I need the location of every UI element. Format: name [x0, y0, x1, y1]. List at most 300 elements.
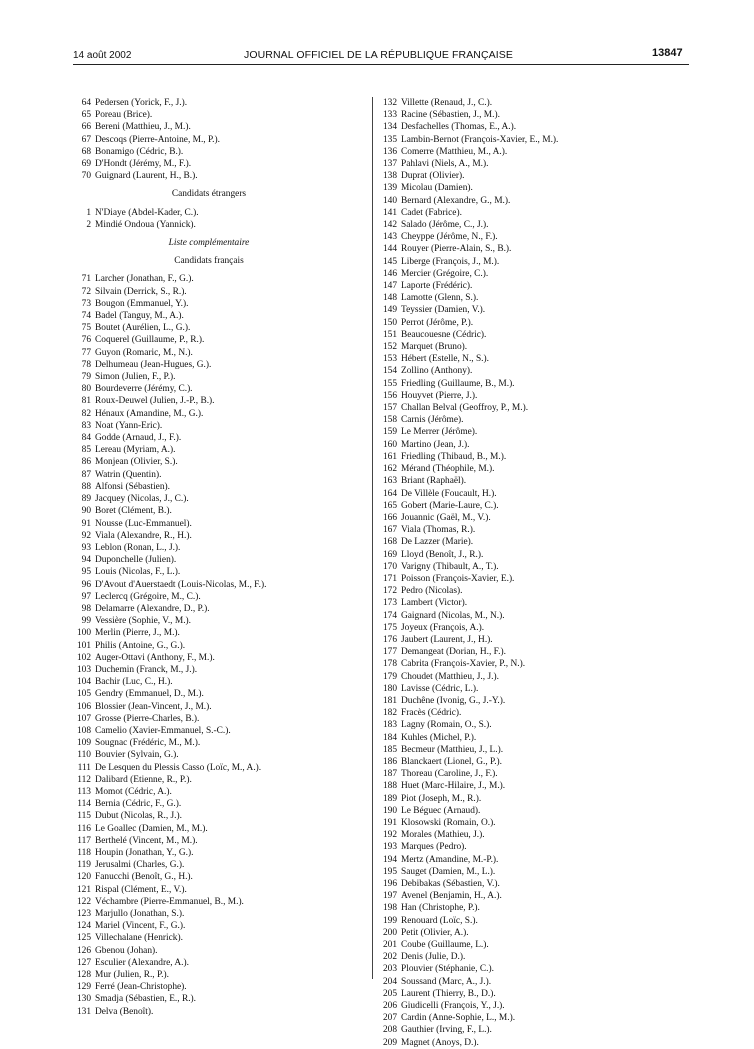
entry-number: 98: [81, 603, 91, 614]
entry-number: 135: [382, 134, 397, 145]
entry-number: 192: [382, 830, 397, 841]
entry-name: Huet (Marc-Hilaire, J., M.).: [401, 781, 506, 792]
entry-name: Poreau (Brice).: [95, 110, 153, 121]
entry-number: 110: [77, 750, 91, 761]
entry-name: Martino (Jean, J.).: [401, 439, 470, 450]
entry-number: 164: [382, 488, 397, 499]
entry-number: 149: [382, 305, 397, 316]
entry-number: 106: [76, 701, 91, 712]
entry-name: Gendry (Emmanuel, D., M.).: [95, 689, 204, 700]
entry-number: 95: [81, 567, 91, 578]
entry-name: Jacquey (Nicolas, J., C.).: [95, 494, 189, 505]
entry-number: 161: [382, 451, 397, 462]
list-item: [74, 273, 369, 285]
list-item: [380, 414, 690, 426]
entry-name: Carnis (Jérôme).: [401, 415, 464, 426]
entry-name: De Villèle (Foucault, H.).: [401, 488, 497, 499]
list-item: [380, 182, 690, 194]
entry-number: 87: [81, 469, 91, 480]
entry-name: Sauget (Damien, M., L.).: [401, 866, 496, 877]
entry-number: 184: [382, 732, 397, 743]
list-item: [74, 859, 369, 871]
list-item: [74, 158, 369, 170]
entry-number: 145: [382, 256, 397, 267]
list-item: [380, 304, 690, 316]
list-item: [380, 756, 690, 768]
list-item: [380, 963, 690, 975]
entry-number: 103: [76, 664, 91, 675]
list-item: [380, 549, 690, 561]
entry-number: 175: [382, 622, 397, 633]
entry-name: Houpin (Jonathan, Y., G.).: [95, 847, 194, 858]
entry-number: 172: [382, 586, 397, 597]
entry-number: 2: [86, 219, 91, 230]
list-item: [380, 683, 690, 695]
entry-number: 84: [81, 433, 91, 444]
entry-name: Viala (Alexandre, R., H.).: [95, 530, 192, 541]
entry-number: 208: [382, 1025, 397, 1036]
entry-name: Delamarre (Alexandre, D., P.).: [95, 603, 210, 614]
entry-name: Fracès (Cédric).: [401, 708, 462, 719]
list-item: [74, 334, 369, 346]
entry-name: Jerusalmi (Charles, G.).: [95, 860, 185, 871]
list-item: [74, 134, 369, 146]
list-item: [380, 902, 690, 914]
list-item: [380, 817, 690, 829]
entry-number: 199: [382, 915, 397, 926]
entry-name: Bernia (Cédric, F., G.).: [95, 799, 182, 810]
list-item: [380, 97, 690, 109]
entry-name: Boutet (Aurélien, L., G.).: [95, 323, 191, 334]
entry-name: Klosowski (Romain, O.).: [401, 817, 496, 828]
entry-number: 120: [76, 872, 91, 883]
list-item: [74, 518, 369, 530]
list-item: [74, 676, 369, 688]
list-item: [380, 146, 690, 158]
list-item: [74, 298, 369, 310]
entry-number: 74: [81, 311, 91, 322]
entry-name: Coquerel (Guillaume, P., R.).: [95, 335, 205, 346]
entry-name: Plouvier (Stéphanie, C.).: [401, 964, 494, 975]
entry-name: Godde (Arnaud, J., F.).: [95, 433, 182, 444]
entry-name: Momot (Cédric, A.).: [95, 786, 172, 797]
entry-number: 151: [382, 329, 397, 340]
entry-name: Houyvet (Pierre, J.).: [401, 390, 478, 401]
list-item: [380, 317, 690, 329]
list-item: [380, 915, 690, 927]
entry-number: 113: [77, 786, 91, 797]
entry-name: Teyssier (Damien, V.).: [401, 305, 486, 316]
entry-name: Hénaux (Amandine, M., G.).: [95, 408, 204, 419]
entry-number: 112: [77, 774, 91, 785]
entry-number: 97: [81, 591, 91, 602]
entry-number: 155: [382, 378, 397, 389]
entry-name: Racine (Sébastien, J., M.).: [401, 110, 500, 121]
entry-number: 130: [76, 994, 91, 1005]
list-item: [380, 976, 690, 988]
entry-number: 180: [382, 683, 397, 694]
entry-number: 203: [382, 964, 397, 975]
list-item: [74, 121, 369, 133]
candidate-list-group-3: [74, 273, 369, 1017]
entry-number: 88: [81, 481, 91, 492]
entry-number: 90: [81, 506, 91, 517]
entry-name: Boret (Clément, B.).: [95, 506, 172, 517]
entry-name: Petit (Olivier, A.).: [401, 927, 469, 938]
list-item: [380, 378, 690, 390]
entry-name: Marques (Pedro).: [401, 842, 467, 853]
entry-name: Marjullo (Jonathan, S.).: [95, 909, 185, 919]
entry-name: Avenel (Benjamin, H., A.).: [401, 891, 502, 902]
entry-name: D'Avout d'Auerstaedt (Louis-Nicolas, M., F.).: [95, 579, 267, 590]
list-item: [380, 1000, 690, 1012]
list-item: [380, 280, 690, 292]
entry-name: Descoqs (Pierre-Antoine, M., P.).: [95, 134, 220, 145]
heading-complementary-list: Liste complémentaire: [168, 238, 250, 249]
list-item: [74, 530, 369, 542]
entry-name: Soussand (Marc, A., J.).: [401, 976, 492, 987]
entry-name: Lambert (Victor).: [401, 598, 468, 609]
entry-name: Thoreau (Caroline, J., F.).: [401, 769, 498, 780]
entry-number: 148: [382, 293, 397, 304]
entry-name: Gauthier (Irving, F., L.).: [401, 1025, 492, 1036]
entry-name: Jouannic (Gaël, M., V.).: [401, 512, 491, 523]
entry-name: N'Diaye (Abdel-Kader, C.).: [95, 207, 199, 218]
list-item: [380, 121, 690, 133]
entry-number: 193: [382, 842, 397, 853]
entry-number: 67: [81, 134, 91, 145]
entry-name: Friedling (Thibaud, B., M.).: [401, 451, 507, 462]
entry-number: 118: [77, 847, 91, 858]
list-item: [74, 359, 369, 371]
candidate-list-group-2: [74, 207, 369, 231]
list-item: [74, 762, 369, 774]
list-item: [380, 463, 690, 475]
list-item: [380, 646, 690, 658]
list-item: [380, 158, 690, 170]
entry-number: 91: [81, 518, 91, 529]
list-item: [74, 798, 369, 810]
entry-name: Duchêne (Ivonig, G., J.-Y.).: [401, 695, 506, 706]
list-item: [380, 365, 690, 377]
entry-number: 119: [77, 860, 91, 871]
entry-name: Pedersen (Yorick, F., J.).: [95, 98, 188, 108]
list-item: [74, 749, 369, 761]
entry-number: 190: [382, 805, 397, 816]
list-item: [74, 810, 369, 822]
entry-name: Lambin-Bernot (François-Xavier, E., M.).: [401, 134, 559, 145]
entry-name: Jaubert (Laurent, J., H.).: [401, 634, 493, 645]
entry-number: 205: [382, 988, 397, 999]
entry-number: 85: [81, 445, 91, 456]
entry-name: Cadet (Fabrice).: [401, 207, 462, 218]
list-item: [380, 732, 690, 744]
list-item: [380, 939, 690, 951]
entry-name: Mindié Ondoua (Yannick).: [95, 219, 196, 230]
entry-name: Grosse (Pierre-Charles, B.).: [95, 713, 200, 724]
header-date: 14 août 2002: [73, 50, 132, 61]
list-item: [380, 292, 690, 304]
entry-number: 99: [81, 616, 91, 627]
list-item: [74, 993, 369, 1005]
entry-number: 86: [81, 457, 91, 468]
entry-name: Bouvier (Sylvain, G.).: [95, 750, 179, 761]
entry-name: D'Hondt (Jérémy, M., F.).: [95, 159, 192, 170]
entry-number: 200: [382, 927, 397, 938]
list-item: [74, 542, 369, 554]
entry-number: 202: [382, 952, 397, 963]
entry-number: 124: [76, 921, 91, 932]
entry-name: Denis (Julie, D.).: [401, 952, 466, 963]
entry-number: 117: [77, 835, 91, 846]
entry-name: Mérand (Théophile, M.).: [401, 464, 495, 475]
list-item: [380, 707, 690, 719]
entry-number: 158: [382, 415, 397, 426]
entry-name: Dalibard (Etienne, R., P.).: [95, 774, 192, 785]
list-item: [74, 481, 369, 493]
entry-name: Bonamigo (Cédric, B.).: [95, 146, 184, 157]
entry-name: Coube (Guillaume, L.).: [401, 940, 489, 951]
entry-number: 105: [76, 689, 91, 700]
entry-name: Salado (Jérôme, C., J.).: [401, 220, 489, 231]
entry-name: Joyeux (François, A.).: [401, 622, 485, 633]
entry-number: 178: [382, 659, 397, 670]
list-item: [380, 207, 690, 219]
entry-name: Silvain (Derrick, S., R.).: [95, 286, 187, 297]
list-item: [380, 927, 690, 939]
entry-name: Nousse (Luc-Emmanuel).: [95, 518, 192, 529]
entry-name: Guyon (Romaric, M., N.).: [95, 347, 193, 358]
entry-name: Becmeur (Matthieu, J., L.).: [401, 744, 504, 755]
list-item: [74, 170, 369, 182]
entry-name: Guignard (Laurent, H., B.).: [95, 171, 198, 182]
entry-number: 96: [81, 579, 91, 590]
list-item: [380, 1024, 690, 1036]
entry-name: Bachir (Luc, C., H.).: [95, 677, 173, 688]
entry-number: 209: [382, 1037, 397, 1048]
entry-name: Philis (Antoine, G., G.).: [95, 640, 186, 651]
entry-name: Comerre (Matthieu, M., A.).: [401, 146, 508, 157]
entry-name: Renouard (Loïc, S.).: [401, 915, 478, 926]
entry-name: Giudicelli (François, Y., J.).: [401, 1001, 505, 1012]
list-item: [380, 353, 690, 365]
entry-name: Duprat (Olivier).: [401, 171, 465, 182]
entry-number: 64: [81, 98, 91, 108]
entry-number: 65: [81, 110, 91, 121]
entry-name: Marquet (Bruno).: [401, 342, 468, 353]
entry-number: 196: [382, 879, 397, 889]
entry-name: Mariel (Vincent, F., G.).: [95, 921, 186, 932]
list-item: [380, 488, 690, 500]
entry-name: Dubut (Nicolas, R., J.).: [95, 811, 182, 822]
list-item: [74, 908, 369, 920]
candidate-list-right: [380, 97, 690, 1049]
list-item: [380, 329, 690, 341]
entry-number: 141: [382, 207, 397, 218]
entry-name: Briant (Raphaël).: [401, 476, 467, 487]
entry-number: 82: [81, 408, 91, 419]
list-item: [74, 591, 369, 603]
list-item: [380, 195, 690, 207]
entry-number: 169: [382, 549, 397, 560]
entry-number: 102: [76, 652, 91, 663]
list-item: [74, 219, 369, 231]
entry-number: 171: [382, 573, 397, 584]
list-item: [74, 97, 369, 109]
entry-number: 143: [382, 232, 397, 243]
entry-number: 198: [382, 903, 397, 914]
entry-number: 136: [382, 146, 397, 157]
entry-name: Le Merrer (Jérôme).: [401, 427, 478, 438]
entry-name: Hébert (Estelle, N., S.).: [401, 354, 489, 365]
entry-number: 170: [382, 561, 397, 572]
list-item: [380, 780, 690, 792]
list-item: [74, 1006, 369, 1018]
entry-number: 78: [81, 359, 91, 370]
entry-number: 185: [382, 744, 397, 755]
entry-name: Gaignard (Nicolas, M., N.).: [401, 610, 505, 621]
entry-number: 128: [76, 970, 91, 981]
entry-name: Cheyppe (Jérôme, N., F.).: [401, 232, 498, 243]
list-item: [74, 554, 369, 566]
entry-name: Berthelé (Vincent, M., M.).: [95, 835, 198, 846]
entry-name: Blanckaert (Lionel, G., P.).: [401, 756, 503, 767]
list-item: [380, 1012, 690, 1024]
entry-number: 125: [76, 933, 91, 944]
entry-number: 153: [382, 354, 397, 365]
list-item: [74, 286, 369, 298]
list-item: [380, 597, 690, 609]
entry-number: 159: [382, 427, 397, 438]
entry-number: 194: [382, 854, 397, 865]
entry-number: 189: [382, 793, 397, 804]
entry-number: 70: [81, 171, 91, 182]
list-item: [380, 573, 690, 585]
list-item: [74, 896, 369, 908]
list-item: [74, 109, 369, 121]
list-item: [74, 884, 369, 896]
entry-name: Gobert (Marie-Laure, C.).: [401, 500, 499, 511]
entry-number: 181: [382, 695, 397, 706]
entry-name: Bernard (Alexandre, G., M.).: [401, 195, 511, 206]
header-divider: [73, 64, 689, 65]
entry-name: Lagny (Romain, O., S.).: [401, 720, 492, 731]
heading-foreign-candidates: Candidats étrangers: [171, 189, 247, 200]
entry-name: Noat (Yann-Eric).: [95, 420, 163, 431]
entry-number: 206: [382, 1001, 397, 1012]
entry-number: 133: [382, 110, 397, 121]
entry-number: 168: [382, 537, 397, 548]
list-item: [380, 231, 690, 243]
list-item: [74, 774, 369, 786]
entry-number: 146: [382, 268, 397, 279]
list-item: [380, 402, 690, 414]
entry-number: 100: [76, 628, 91, 639]
left-column: [74, 97, 369, 1018]
list-item: [380, 243, 690, 255]
list-item: [74, 981, 369, 993]
entry-name: Lamotte (Glenn, S.).: [401, 293, 479, 304]
entry-name: Mertz (Amandine, M.-P.).: [401, 854, 499, 865]
list-item: [380, 475, 690, 487]
entry-number: 89: [81, 494, 91, 505]
entry-number: 134: [382, 122, 397, 133]
entry-name: Lavisse (Cédric, L.).: [401, 683, 479, 694]
entry-number: 109: [76, 738, 91, 749]
entry-number: 132: [382, 98, 397, 108]
entry-name: Challan Belval (Geoffroy, P., M.).: [401, 403, 529, 414]
entry-number: 139: [382, 183, 397, 194]
list-item: [380, 109, 690, 121]
list-item: [74, 371, 369, 383]
entry-number: 108: [76, 725, 91, 736]
entry-name: Rouyer (Pierre-Alain, S., B.).: [401, 244, 512, 255]
list-item: [380, 866, 690, 878]
entry-name: Zollino (Anthony).: [401, 366, 473, 377]
entry-name: Bereni (Matthieu, J., M.).: [95, 122, 191, 133]
entry-name: Kuhles (Michel, P.).: [401, 732, 477, 743]
entry-number: 154: [382, 366, 397, 377]
entry-number: 66: [81, 122, 91, 133]
entry-number: 123: [76, 909, 91, 919]
entry-number: 79: [81, 372, 91, 383]
entry-name: Friedling (Guillaume, B., M.).: [401, 378, 515, 389]
entry-number: 138: [382, 171, 397, 182]
list-item: [380, 610, 690, 622]
list-item: [74, 579, 369, 591]
entry-name: Debibakas (Sébastien, V.).: [401, 879, 500, 889]
list-item: [74, 505, 369, 517]
list-item: [74, 969, 369, 981]
entry-name: Cardin (Anne-Sophie, L., M.).: [401, 1013, 516, 1024]
entry-number: 188: [382, 781, 397, 792]
entry-name: Cabrita (François-Xavier, P., N.).: [401, 659, 526, 670]
list-item: [380, 1037, 690, 1049]
entry-name: Han (Christophe, P.).: [401, 903, 480, 914]
list-item: [74, 688, 369, 700]
list-item: [74, 603, 369, 615]
column-divider: [372, 97, 373, 979]
list-item: [74, 664, 369, 676]
entry-number: 142: [382, 220, 397, 231]
entry-number: 126: [76, 945, 91, 956]
candidate-list-group-1: [74, 97, 369, 182]
entry-name: Blossier (Jean-Vincent, J., M.).: [95, 701, 212, 712]
entry-name: Villette (Renaud, J., C.).: [401, 98, 493, 108]
list-item: [380, 500, 690, 512]
entry-number: 191: [382, 817, 397, 828]
entry-number: 80: [81, 384, 91, 395]
list-item: [74, 566, 369, 578]
entry-number: 77: [81, 347, 91, 358]
list-item: [74, 322, 369, 334]
entry-number: 183: [382, 720, 397, 731]
entry-name: Sougnac (Frédéric, M., M.).: [95, 738, 201, 749]
list-item: [380, 426, 690, 438]
entry-number: 94: [81, 555, 91, 566]
entry-number: 144: [382, 244, 397, 255]
entry-number: 116: [77, 823, 91, 834]
entry-name: Simon (Julien, F., P.).: [95, 372, 176, 383]
entry-name: Rispal (Clément, E., V.).: [95, 884, 187, 895]
entry-name: Mercier (Grégoire, C.).: [401, 268, 489, 279]
list-item: [74, 871, 369, 883]
entry-number: 167: [382, 525, 397, 536]
list-item: [74, 347, 369, 359]
list-item: [380, 622, 690, 634]
entry-name: Piot (Joseph, M., R.).: [401, 793, 482, 804]
entry-name: Beaucouesne (Cédric).: [401, 329, 487, 340]
